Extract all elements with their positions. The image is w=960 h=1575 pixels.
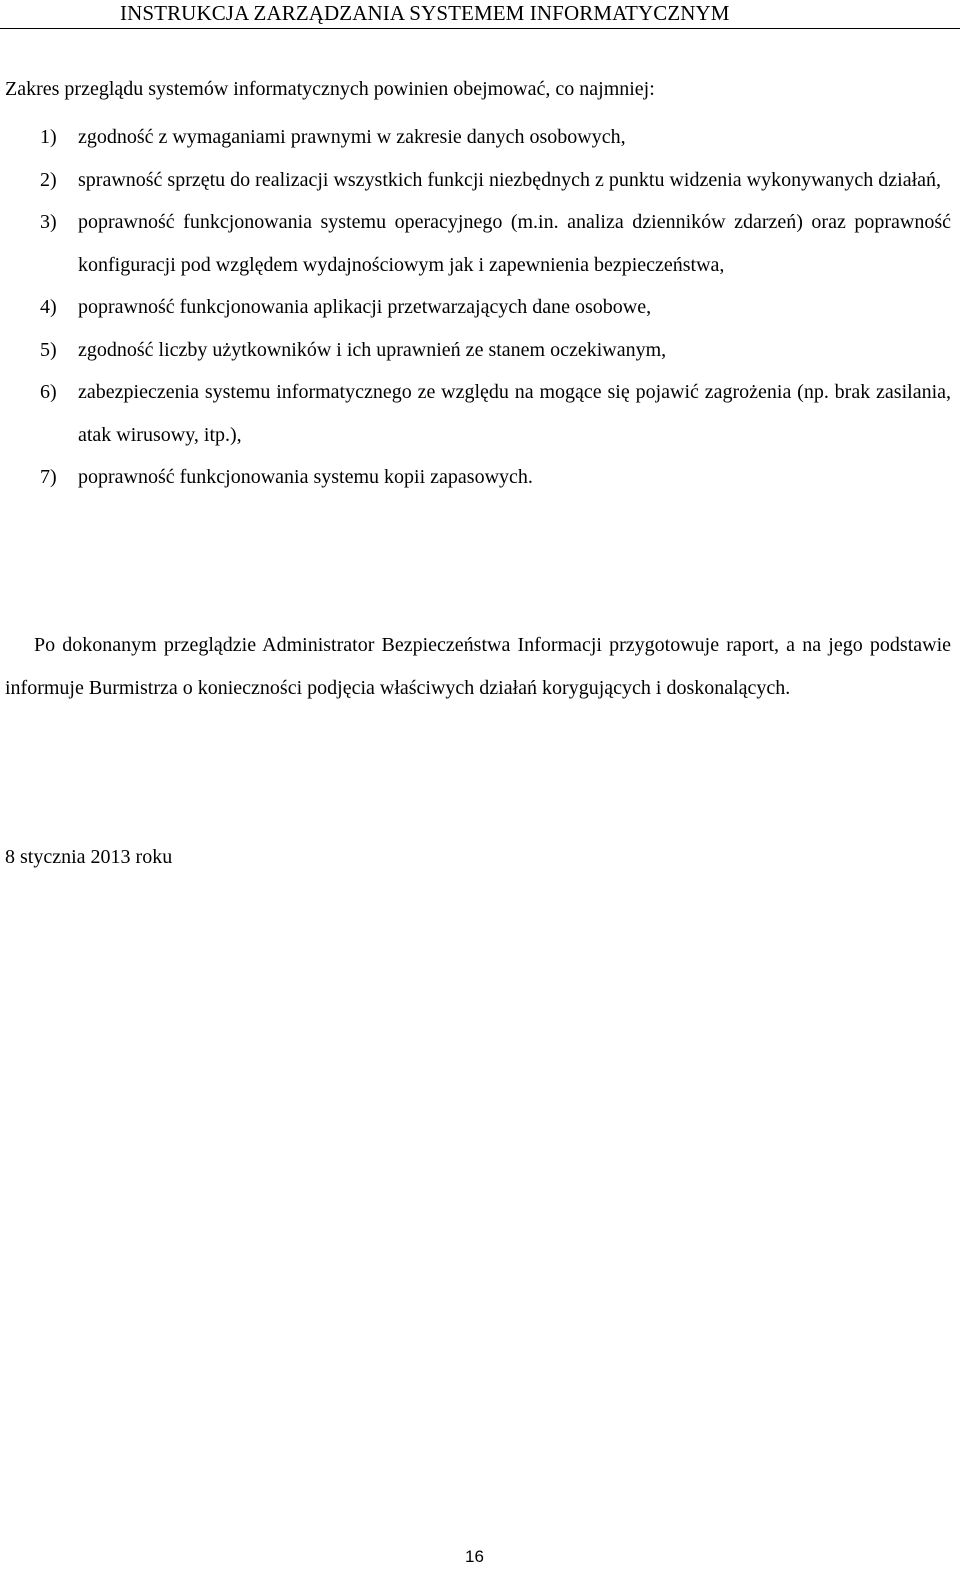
document-date: 8 stycznia 2013 roku xyxy=(5,846,173,868)
list-item-number: 2) xyxy=(40,168,57,191)
list-item-text: zgodność liczby użytkowników i ich uprawnień ze stanem oczekiwanym, xyxy=(78,338,667,361)
list-item xyxy=(0,286,951,329)
list-item xyxy=(0,456,951,499)
list-item-text: sprawność sprzętu do realizacji wszystkich funkcji niezbędnych z punktu widzenia wykonywanych działań, xyxy=(78,168,942,191)
list-item xyxy=(0,159,951,202)
list-item-number: 7) xyxy=(40,466,57,488)
page-number: 16 xyxy=(465,1547,484,1566)
list-item xyxy=(0,201,951,286)
page-header xyxy=(0,0,960,29)
list-item-number: 5) xyxy=(40,338,57,361)
closing-paragraph: Po dokonanym przeglądzie Administrator Bezpieczeństwa Informacji przygotowuje raport, a na jego podstawie informuje Burmistrza o konieczności podjęcia właściwych działań korygujących i doskonalących. xyxy=(5,634,951,699)
list-item-text: poprawność funkcjonowania systemu operacyjnego (m.in. analiza dzienników zdarzeń) oraz poprawność konfiguracji pod względem wydajnościowym jak i zapewnienia bezpieczeństwa, xyxy=(78,211,951,276)
list-item-number: 3) xyxy=(40,211,57,233)
list-item-text: poprawność funkcjonowania aplikacji przetwarzających dane osobowe, xyxy=(78,296,652,318)
list-item-text: zgodność z wymaganiami prawnymi w zakresie danych osobowych, xyxy=(78,126,626,148)
document-title: INSTRUKCJA ZARZĄDZANIA SYSTEMEM INFORMATYCZNYM xyxy=(120,1,730,25)
list-item xyxy=(0,116,951,159)
list-item xyxy=(0,371,951,456)
list-item-number: 1) xyxy=(40,126,57,148)
list-item xyxy=(0,329,951,372)
scope-intro: Zakres przeglądu systemów informatycznych powinien obejmować, co najmniej: xyxy=(5,78,655,100)
list-item-text: poprawność funkcjonowania systemu kopii zapasowych. xyxy=(78,466,533,488)
list-item-number: 6) xyxy=(40,381,57,403)
list-item-text: zabezpieczenia systemu informatycznego ze względu na mogące się pojawić zagrożenia (np. brak zasilania, atak wirusowy, itp.), xyxy=(78,381,951,446)
scope-list xyxy=(0,116,960,499)
list-item-number: 4) xyxy=(40,296,57,318)
